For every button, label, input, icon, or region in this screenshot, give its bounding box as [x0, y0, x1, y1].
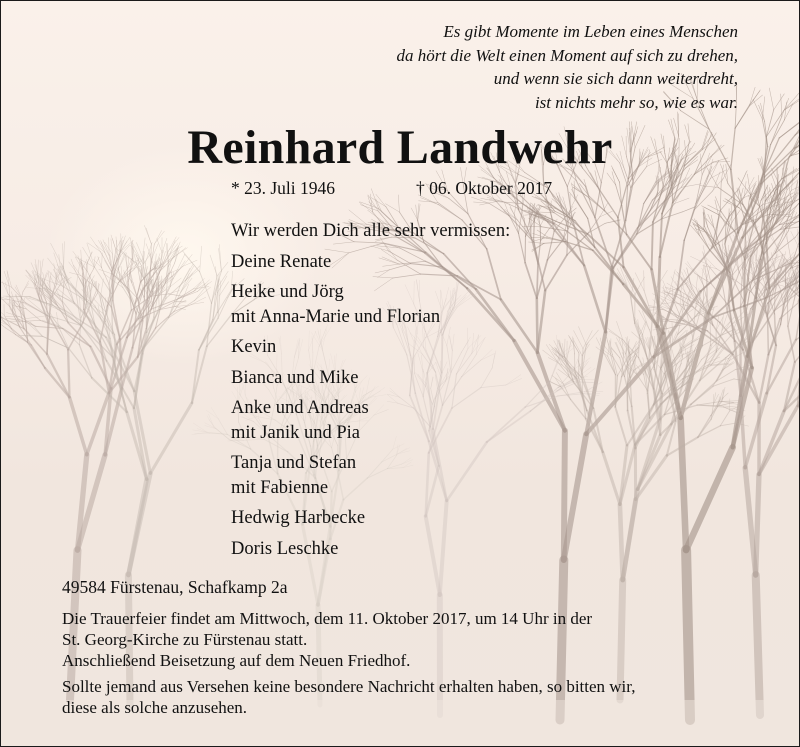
quote-line: da hört die Welt einen Moment auf sich zu drehen,: [396, 45, 738, 65]
family-entry: [231, 335, 510, 360]
family-entry: [231, 451, 510, 500]
family-line: Deine Renate: [231, 251, 332, 272]
family-entry: [231, 366, 510, 391]
death-date: † 06. Oktober 2017: [416, 178, 553, 198]
family-entry: [231, 506, 510, 531]
quote: [396, 20, 738, 114]
quote-line: ist nichts mehr so, wie es war.: [534, 92, 738, 112]
family-entry: [231, 280, 510, 329]
family-line: mit Janik und Pia: [231, 422, 360, 443]
notice-line: Sollte jemand aus Versehen keine besondere Nachricht erhalten haben, so bitten wir,: [62, 677, 636, 696]
deceased-name: Reinhard Landwehr: [187, 121, 613, 174]
ceremony-line: Anschließend Beisetzung auf dem Neuen Friedhof.: [62, 651, 411, 670]
family-intro: Wir werden Dich alle sehr vermissen:: [231, 221, 511, 241]
address: 49584 Fürstenau, Schafkamp 2a: [62, 577, 288, 597]
family-line: mit Anna-Marie und Florian: [231, 306, 441, 327]
ceremony-details: [62, 608, 738, 718]
family-list: [231, 219, 510, 567]
family-line: Heike und Jörg: [231, 282, 344, 302]
family-entry: [231, 537, 510, 562]
family-line: Kevin: [231, 337, 277, 357]
family-entry: [231, 250, 510, 275]
quote-line: Es gibt Momente im Leben eines Menschen: [443, 22, 738, 41]
family-line: Hedwig Harbecke: [231, 508, 366, 528]
family-line: Doris Leschke: [231, 538, 339, 559]
quote-line: und wenn sie sich dann weiterdreht,: [493, 69, 738, 88]
family-line: Tanja und Stefan: [231, 453, 357, 473]
family-entry: [231, 396, 510, 445]
family-line: Bianca und Mike: [231, 367, 359, 388]
notice-line: diese als solche anzusehen.: [62, 698, 248, 717]
family-line: mit Fabienne: [231, 477, 329, 498]
ceremony-line: St. Georg-Kirche zu Fürstenau statt.: [62, 630, 308, 649]
ceremony-line: Die Trauerfeier findet am Mittwoch, dem 11. Oktober 2017, um 14 Uhr in der: [62, 609, 593, 628]
family-line: Anke und Andreas: [231, 398, 369, 418]
birth-date: * 23. Juli 1946: [231, 178, 336, 198]
